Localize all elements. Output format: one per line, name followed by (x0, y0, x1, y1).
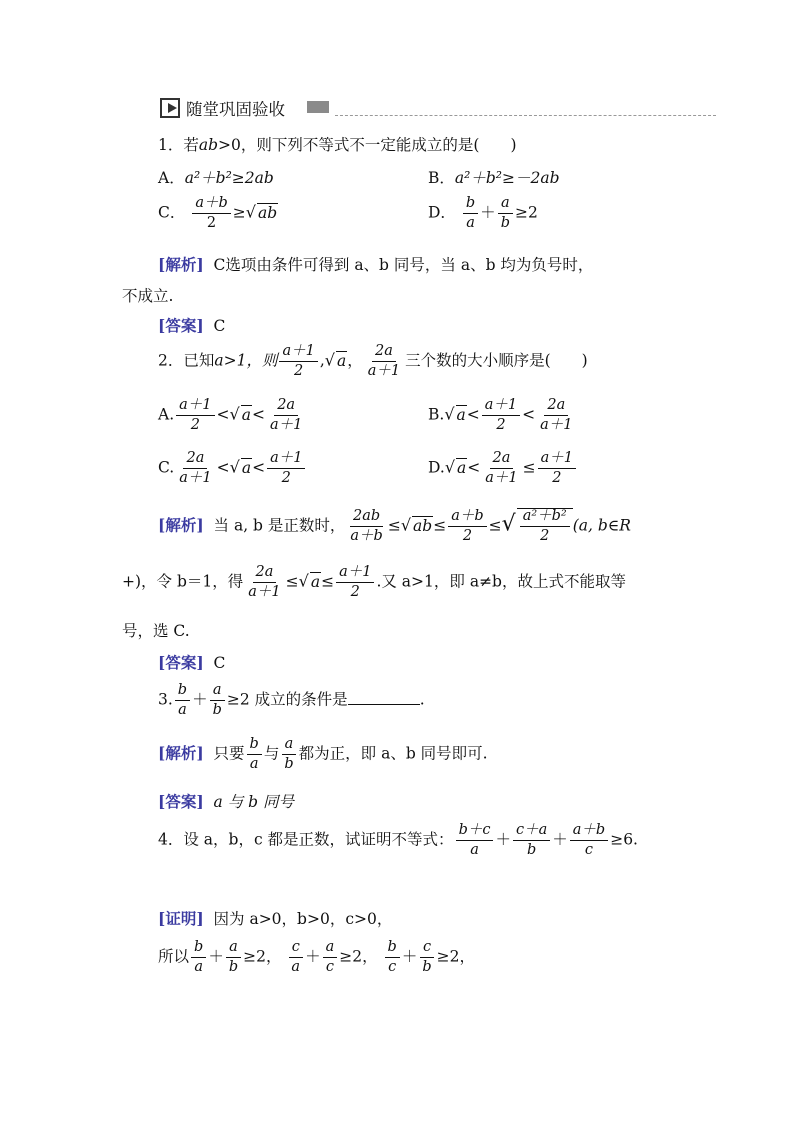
header-divider (335, 115, 716, 116)
q3-solution: [解析] 只要 $\frac{b}{a}$ 与 $\frac{a}{b}$ 都为正，即 a、b 同号即可. (158, 736, 488, 773)
q2-option-d: D.√ a< $\frac{2a}{a+1}$ ≤ $\frac{a+1}{2}$ (428, 451, 578, 486)
q2-answer: [答案] C (158, 653, 226, 672)
q1-solution: [解析] C选项由条件可得到 a、b 同号，当 a、b 均为负号时， (158, 255, 594, 274)
play-icon (160, 98, 180, 118)
header-bar (307, 101, 329, 113)
q1-option-a: A．a²＋b²≥2ab (158, 169, 274, 187)
q3-answer: [答案] a 与 b 同号 (158, 792, 294, 811)
q1-option-b: B．a²＋b²≥－2ab (428, 169, 560, 187)
answer-blank (348, 692, 420, 705)
q1-option-c: C． $\frac{a+b}{2}$ ≥√ ab (158, 195, 278, 232)
q4-stem: 4．设 a，b，c 都是正数，试证明不等式： $\frac{b+c}{a}$ ＋ $\frac{c+a}{b}$ ＋ $\frac{a+b}{c}$ ≥6. (158, 822, 638, 859)
section-header (160, 98, 716, 118)
q1-option-d: D． $\frac{b}{a}$ ＋ $\frac{a}{b}$ ≥2 (428, 195, 538, 232)
q1-stem: 1．若ab>0，则下列不等式不一定能成立的是( ) (158, 136, 517, 154)
q2-solution-end: 号，选 C. (122, 622, 190, 640)
fraction: $\frac{a+b}{2}$ (192, 196, 230, 231)
q4-proof: [证明] 因为 a>0，b>0，c>0， (158, 909, 393, 928)
q4-proof-line2: 所以 $\frac{b}{a}$ ＋ $\frac{a}{b}$ ≥2， $\frac{c}{a}$ ＋ $\frac{a}{c}$ ≥2， $\frac{b}{c}$ ＋ $\frac{c}{b}$ ≥2， (158, 939, 476, 976)
q1-solution-cont: 不成立. (122, 287, 174, 305)
q2-option-c: C. $\frac{2a}{a+1}$ <√ a< $\frac{a+1}{2}$ (158, 451, 307, 486)
q2-option-a: A. $\frac{a+1}{2}$ <√ a< $\frac{2a}{a+1}$ (158, 397, 303, 434)
q2-solution-cont: +)，令 b＝1，得 $\frac{2a}{a+1}$ ≤√ a≤ $\frac{a+1}{2}$ .又 a>1，即 a≠b，故上式不能取等 (122, 564, 626, 601)
q2-stem: 2．已知a>1，则 $\frac{a+1}{2}$ ,√ a， $\frac{2a}{a+1}$ 三个数的大小顺序是( ) (158, 343, 588, 380)
q3-stem: 3. $\frac{b}{a}$ ＋ $\frac{a}{b}$ ≥2 成立的条件是 . (158, 682, 425, 719)
q2-option-b: B.√ a< $\frac{a+1}{2}$ < $\frac{2a}{a+1}$ (428, 397, 573, 434)
q2-solution: [解析] 当 a, b 是正数时， $\frac{2ab}{a+b}$ ≤√ ab≤ $\frac{a+b}{2}$ ≤√ $\frac{\text{a²＋b²}}{2}$ (a, b∈R (158, 508, 631, 545)
section-title: 随堂巩固验收 (186, 100, 285, 119)
q1-answer: [答案] C (158, 316, 226, 335)
